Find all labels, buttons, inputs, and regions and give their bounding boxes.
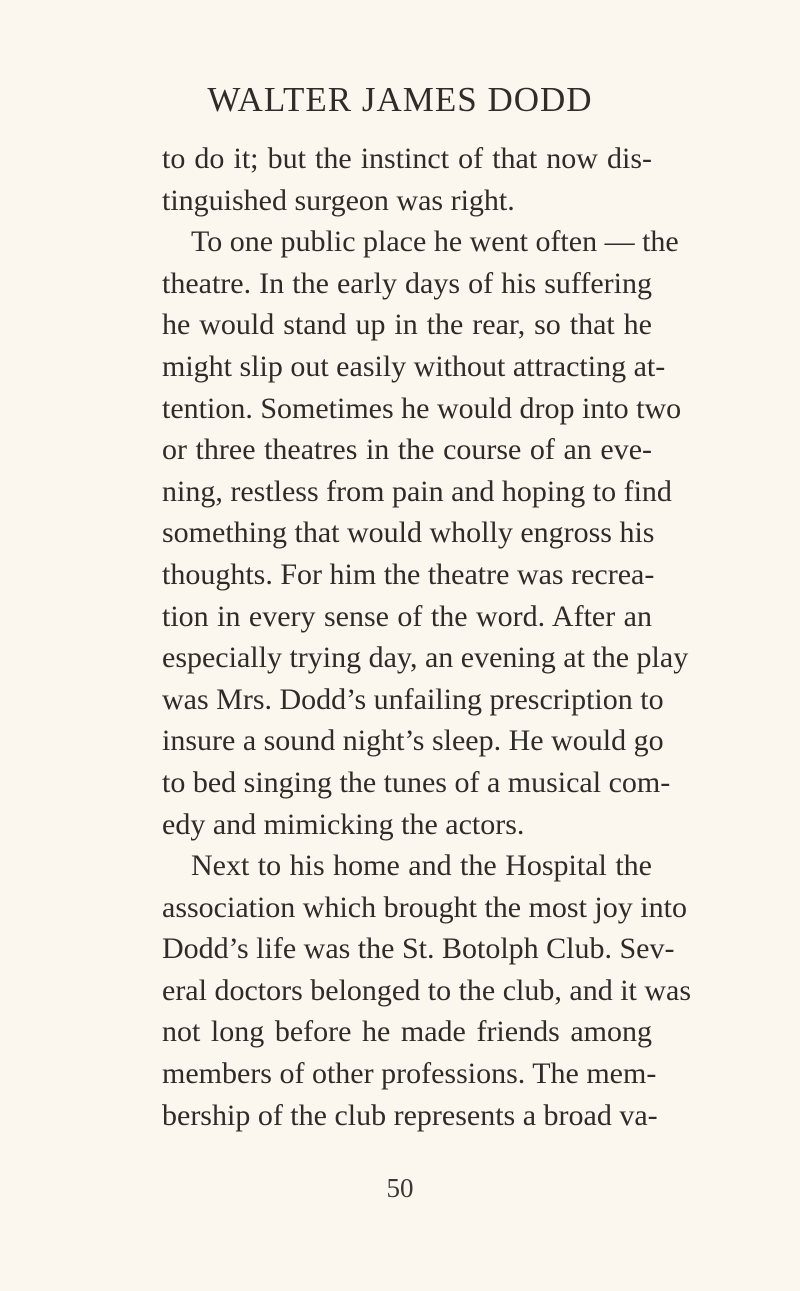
text-line: might slip out easily without attracting at- (162, 349, 666, 383)
text-line: association which brought the most joy into (162, 890, 687, 924)
text-line: not long before he made friends among (162, 1015, 652, 1049)
body-text (162, 138, 692, 1136)
text-line: tinguished surgeon was right. (162, 183, 515, 217)
page-number: 50 (386, 1173, 414, 1203)
text-line: tention. Sometimes he would drop into two (162, 391, 682, 425)
text-line: To one public place he went often — the (191, 225, 679, 259)
text-line: to bed singing the tunes of a musical com- (162, 765, 671, 799)
text-line: eral doctors belonged to the club, and it was (162, 973, 692, 1007)
text-line: thoughts. For him the theatre was recrea- (162, 557, 655, 591)
text-line: Next to his home and the Hospital the (191, 849, 652, 883)
text-line: bership of the club represents a broad va- (162, 1098, 658, 1132)
text-line: or three theatres in the course of an eve- (162, 433, 652, 467)
text-line: members of other professions. The mem- (162, 1057, 657, 1091)
text-line: especially trying day, an evening at the play (162, 641, 689, 675)
text-line: he would stand up in the rear, so that he (162, 308, 652, 342)
text-line: to do it; but the instinct of that now dis- (162, 142, 652, 175)
running-head: WALTER JAMES DODD (207, 80, 593, 119)
text-line: edy and mimicking the actors. (162, 807, 525, 841)
text-line: tion in every sense of the word. After an (162, 599, 652, 633)
text-line: theatre. In the early days of his suffering (162, 266, 652, 300)
text-line: ning, restless from pain and hoping to find (162, 474, 672, 508)
text-line: Dodd’s life was the St. Botolph Club. Sev- (162, 932, 675, 966)
text-line: something that would wholly engross his (162, 516, 655, 550)
text-line: was Mrs. Dodd’s unfailing prescription to (162, 682, 664, 716)
text-line: insure a sound night’s sleep. He would go (162, 724, 664, 758)
